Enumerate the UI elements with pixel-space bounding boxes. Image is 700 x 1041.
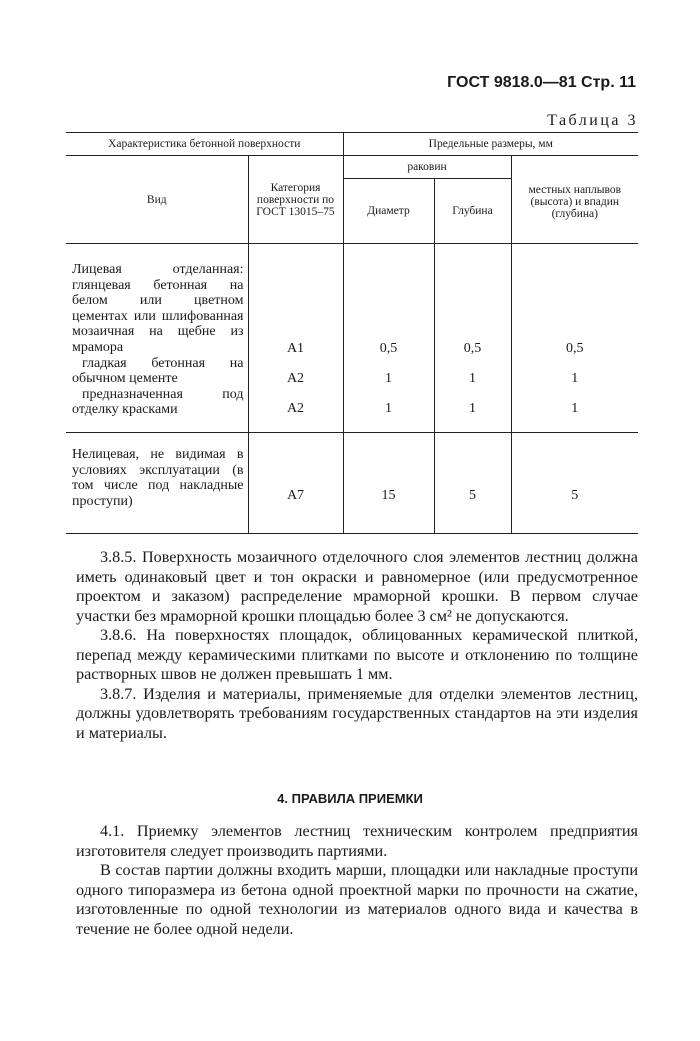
table-row-group2 xyxy=(66,433,638,534)
header-category: Категория поверхности по ГОСТ 13015–75 xyxy=(248,156,343,244)
header-diameter: Диаметр xyxy=(343,179,434,244)
cell-depth-3: 1 xyxy=(469,401,476,416)
paragraph-block-4 xyxy=(76,822,638,939)
cell-local-1: 0,5 xyxy=(566,341,584,356)
page-header: ГОСТ 9818.0—81 Стр. 11 xyxy=(447,74,636,91)
cell-depth-4: 5 xyxy=(434,433,511,534)
header-characteristic: Характеристика бетонной поверхности xyxy=(66,133,343,156)
paragraph-4-1-batch: В состав партии должны входить марши, площадки или накладные проступи одного типоразмера из бетона одной проектной марки по прочности на сжатие, изготовленные по одной технологии из материалов одного вида и качества в течение не более одной недели. xyxy=(76,861,638,938)
cell-depth-1: 0,5 xyxy=(463,341,482,356)
cell-cat-3: А2 xyxy=(286,401,305,416)
row-desc-nonfacing: Нелицевая, не видимая в условиях эксплуатации (в том числе под накладные проступи) xyxy=(66,433,248,534)
table-caption: Таблица 3 xyxy=(547,112,638,129)
cell-local-2: 1 xyxy=(571,371,579,386)
header-depth: Глубина xyxy=(434,179,511,244)
section-heading: 4. ПРАВИЛА ПРИЕМКИ xyxy=(277,791,423,806)
row-desc-smooth: гладкая бетонная на обычном цементе xyxy=(72,355,244,387)
paragraph-4-1: 4.1. Приемку элементов лестниц техническим контролем предприятия изготовителя следует производить партиями. xyxy=(76,822,638,860)
row-desc-paint: предназначенная под отделку красками xyxy=(72,386,244,418)
cell-diam-3: 1 xyxy=(385,401,392,416)
paragraph-3-8-7: 3.8.7. Изделия и материалы, применяемые для отделки элементов лестниц, должны удовлетворять требованиям государственных стандартов на эти изделия и материалы. xyxy=(76,684,638,742)
cell-diam-1: 0,5 xyxy=(379,341,398,356)
cell-cat-1: А1 xyxy=(286,341,305,356)
header-local: местных наплывов (высота) и впадин (глубина) xyxy=(511,156,638,244)
cell-local-3: 1 xyxy=(571,401,579,416)
header-cavities: раковин xyxy=(343,156,511,179)
paragraph-block-3 xyxy=(76,548,638,743)
paragraph-3-8-5: 3.8.5. Поверхность мозаичного отделочного слоя элементов лестниц должна иметь одинаковый цвет и тон окраски и равномерное (или предусмотренное проектом и заказом) распределение мраморной крошки. В первом случае участки без мраморной крошки площадью более 3 см² не допускаются. xyxy=(76,548,638,625)
header-view: Вид xyxy=(66,156,248,244)
cell-cat-4: А7 xyxy=(248,433,343,534)
table-row-group1 xyxy=(66,244,638,433)
row-desc-glossy: Лицевая отделанная: глянцевая бетонная на белом или цветном цементах или шлифованная мозаичная на щебне из мрамора xyxy=(72,262,244,355)
cell-diam-4: 15 xyxy=(343,433,434,534)
cell-local-4: 5 xyxy=(511,433,638,534)
cell-cat-2: А2 xyxy=(286,371,305,386)
header-limits: Предельные размеры, мм xyxy=(343,133,638,156)
cell-depth-2: 1 xyxy=(469,371,476,386)
paragraph-3-8-6: 3.8.6. На поверхностях площадок, облицованных керамической плиткой, перепад между керамическими плитками по высоте и отклонению по толщине растворных швов не должен превышать 1 мм. xyxy=(76,626,638,683)
limits-table xyxy=(66,132,638,534)
cell-diam-2: 1 xyxy=(385,371,392,386)
